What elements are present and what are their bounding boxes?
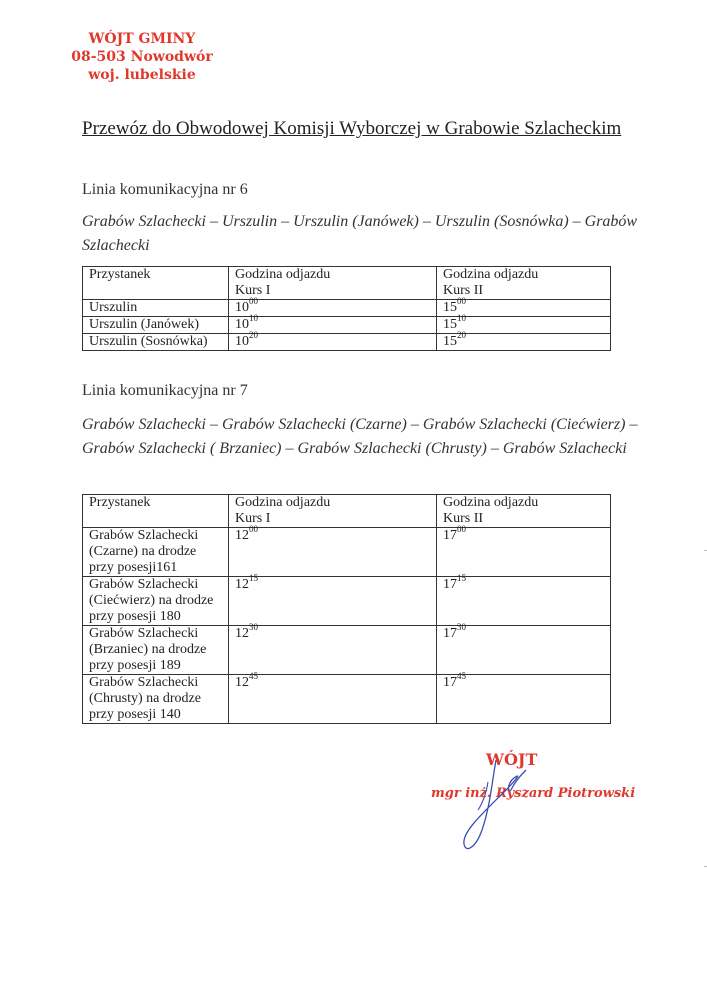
departure-time: $10^{20}$ bbox=[229, 334, 437, 351]
stamp-line-3: woj. lubelskie bbox=[88, 67, 196, 83]
handwritten-signature bbox=[452, 752, 542, 862]
stop-name: Urszulin (Sosnówka) bbox=[83, 334, 229, 351]
departure-time: $12^{15}$ bbox=[229, 577, 437, 626]
stamp-line-2: 08-503 Nowodwór bbox=[71, 49, 213, 65]
departure-time: $15^{20}$ bbox=[437, 334, 611, 351]
header-departure-2: Godzina odjazdu Kurs II bbox=[437, 267, 611, 300]
line-7-timetable bbox=[82, 494, 611, 724]
table-row bbox=[83, 317, 611, 334]
header-stop: Przystanek bbox=[83, 495, 229, 528]
line-7-route: Grabów Szlachecki – Grabów Szlachecki (Czarne) – Grabów Szlachecki (Ciećwierz) – Grabów Szlachecki ( Brzaniec) – Grabów Szlachecki (Chrusty) – Grabów Szlachecki bbox=[82, 416, 638, 457]
departure-time: $15^{00}$ bbox=[437, 300, 611, 317]
table-row bbox=[83, 528, 611, 577]
departure-time: $15^{10}$ bbox=[437, 317, 611, 334]
table-row bbox=[83, 577, 611, 626]
line-6-route: Grabów Szlachecki – Urszulin – Urszulin (Janówek) – Urszulin (Sosnówka) – Grabów Szlachecki bbox=[82, 213, 638, 254]
table-row bbox=[83, 300, 611, 317]
stop-name: Urszulin (Janówek) bbox=[83, 317, 229, 334]
departure-time: $17^{15}$ bbox=[437, 577, 611, 626]
header-departure-1: Godzina odjazdu Kurs I bbox=[229, 267, 437, 300]
signature-title: WÓJT bbox=[486, 750, 538, 769]
header-departure-1: Godzina odjazdu Kurs I bbox=[229, 495, 437, 528]
departure-time: $10^{00}$ bbox=[229, 300, 437, 317]
departure-time: $12^{30}$ bbox=[229, 626, 437, 675]
office-stamp bbox=[52, 30, 232, 84]
document-title: Przewóz do Obwodowej Komisji Wyborczej w Grabowie Szlacheckim bbox=[82, 118, 622, 139]
line-6-label: Linia komunikacyjna nr 6 bbox=[82, 181, 248, 198]
departure-time: $17^{30}$ bbox=[437, 626, 611, 675]
departure-time: $17^{45}$ bbox=[437, 675, 611, 724]
line-7-label: Linia komunikacyjna nr 7 bbox=[82, 382, 248, 399]
table-row bbox=[83, 675, 611, 724]
stamp-line-1: WÓJT GMINY bbox=[88, 31, 196, 47]
signature-name: mgr inż. Ryszard Piotrowski bbox=[431, 786, 636, 801]
table-header-row bbox=[83, 495, 611, 528]
table-row bbox=[83, 334, 611, 351]
header-stop: Przystanek bbox=[83, 267, 229, 300]
header-departure-2: Godzina odjazdu Kurs II bbox=[437, 495, 611, 528]
departure-time: $12^{45}$ bbox=[229, 675, 437, 724]
stop-name: Urszulin bbox=[83, 300, 229, 317]
departure-time: $12^{00}$ bbox=[229, 528, 437, 577]
table-row bbox=[83, 626, 611, 675]
line-6-timetable bbox=[82, 266, 611, 351]
stop-name: Grabów Szlachecki (Ciećwierz) na drodze przy posesji 180 bbox=[83, 577, 229, 626]
stop-name: Grabów Szlachecki (Brzaniec) na drodze przy posesji 189 bbox=[83, 626, 229, 675]
stop-name: Grabów Szlachecki (Czarne) na drodze przy posesji161 bbox=[83, 528, 229, 577]
departure-time: $17^{00}$ bbox=[437, 528, 611, 577]
stop-name: Grabów Szlachecki (Chrusty) na drodze przy posesji 140 bbox=[83, 675, 229, 724]
table-header-row bbox=[83, 267, 611, 300]
departure-time: $10^{10}$ bbox=[229, 317, 437, 334]
